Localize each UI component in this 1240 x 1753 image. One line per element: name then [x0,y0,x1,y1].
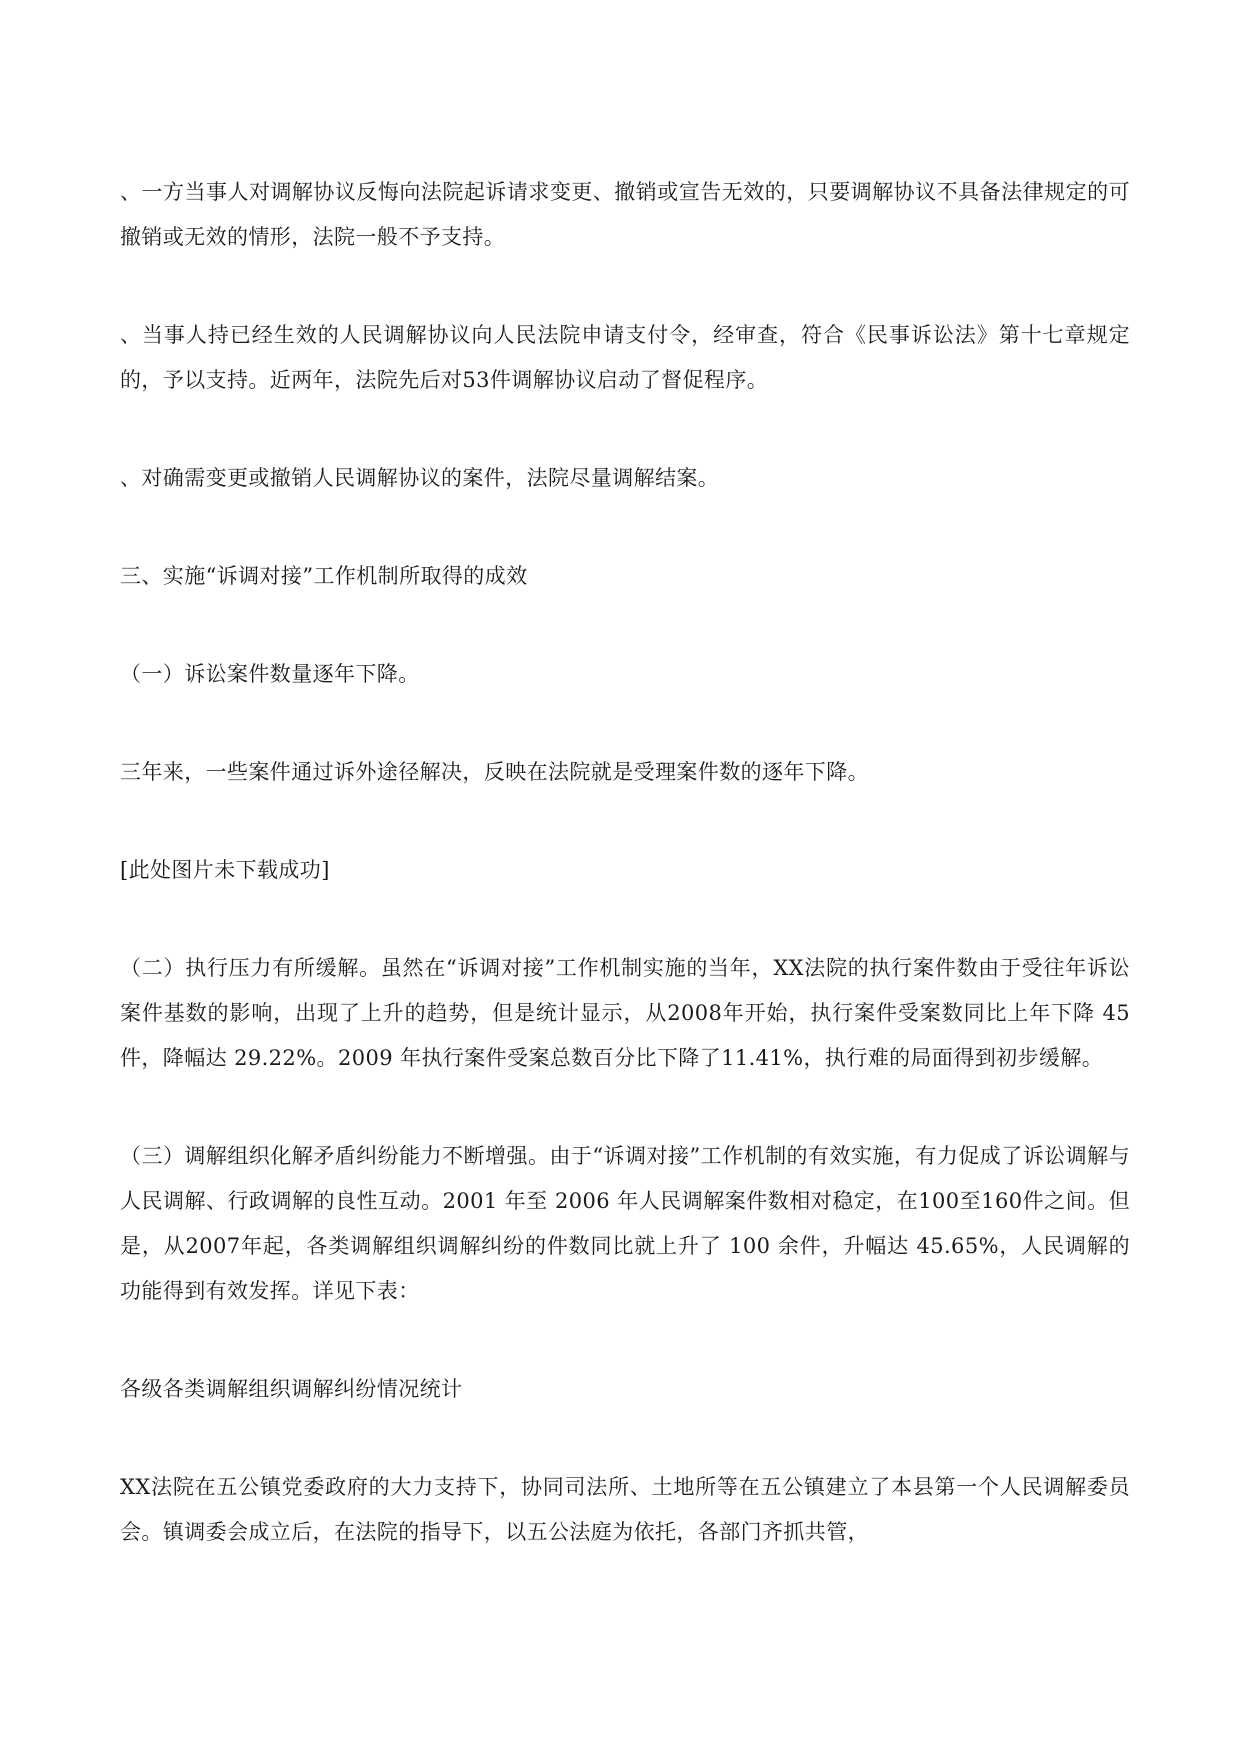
paragraph-wugong-committee: XX法院在五公镇党委政府的大力支持下，协同司法所、土地所等在五公镇建立了本县第一个人民调解委员会。镇调委会成立后，在法院的指导下，以五公法庭为依托，各部门齐抓共管， [120,1475,1130,1544]
image-missing-placeholder: [此处图片未下载成功] [120,858,330,882]
paragraph-payment-order: 、当事人持已经生效的人民调解协议向人民法院申请支付令，经审查，符合《民事诉讼法》第十七章规定的，予以支持。近两年，法院先后对53件调解协议启动了督促程序。 [120,323,1130,392]
subheading-case-decline: （一）诉讼案件数量逐年下降。 [120,662,420,686]
paragraph-revoke-claim: 、一方当事人对调解协议反悔向法院起诉请求变更、撤销或宣告无效的，只要调解协议不具备法律规定的可撤销或无效的情形，法院一般不予支持。 [120,180,1130,249]
paragraph-mediate-closure: 、对确需变更或撤销人民调解协议的案件，法院尽量调解结案。 [120,466,720,490]
table-caption-mediation-stats: 各级各类调解组织调解纠纷情况统计 [120,1377,463,1401]
paragraph-mediation-capacity: （三）调解组织化解矛盾纠纷能力不断增强。由于“诉调对接”工作机制的有效实施，有力促成了诉讼调解与人民调解、行政调解的良性互动。2001 年至 2006 年人民调解案件数相对稳定，在100至160件之间。但是，从2007年起，各类调解组织调解纠纷的件数同比就上升了 100 余件，升幅达 45.65%，人民调解的功能得到有效发挥。详见下表： [120,1144,1130,1303]
document-page [120,170,1130,1608]
paragraph-enforcement-pressure: （二）执行压力有所缓解。虽然在“诉调对接”工作机制实施的当年，XX法院的执行案件数由于受往年诉讼案件基数的影响，出现了上升的趋势，但是统计显示，从2008年开始，执行案件受案数同比上年下降 45 件，降幅达 29.22%。2009 年执行案件受案总数百分比下降了11.41%，执行难的局面得到初步缓解。 [120,956,1130,1070]
paragraph-three-years: 三年来，一些案件通过诉外途径解决，反映在法院就是受理案件数的逐年下降。 [120,760,869,784]
section-heading-results: 三、实施“诉调对接”工作机制所取得的成效 [120,564,528,588]
